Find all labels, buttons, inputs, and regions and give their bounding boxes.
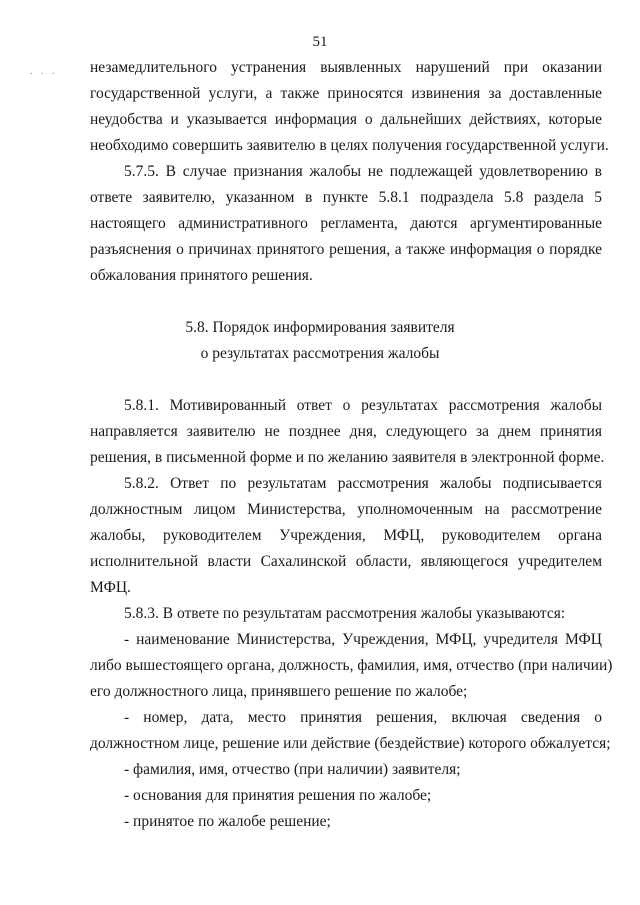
page-number: 51 (312, 34, 328, 50)
text-line: решения, в письменной форме и по желанию заявителя в электронной форме. (90, 449, 605, 466)
text-line: настоящего административного регламента, даются аргументированные (90, 215, 602, 232)
list-item: - номер, дата, место принятия решения, включая сведения о (124, 709, 602, 726)
text-line: направляется заявителю не позднее дня, следующего за днем принятия (90, 423, 602, 440)
text-line: должностном лице, решение или действие (бездействие) которого обжалуется; (90, 735, 611, 752)
text-line: обжалования принятого решения. (90, 267, 313, 284)
text-line: ответе заявителю, указанном в пункте 5.8.1 подраздела 5.8 раздела 5 (90, 189, 602, 206)
scan-artifact: . . . (30, 66, 58, 77)
list-item: - фамилия, имя, отчество (при наличии) заявителя; (124, 761, 461, 778)
list-item: - наименование Министерства, Учреждения, МФЦ, учредителя МФЦ (124, 631, 602, 648)
text-line: жалобы, руководителем Учреждения, МФЦ, руководителем органа (90, 527, 602, 544)
text-line: либо вышестоящего органа, должность, фамилия, имя, отчество (при наличии) (90, 657, 613, 674)
text-line: неудобства и указывается информация о дальнейших действиях, которые (90, 111, 602, 128)
text-line: необходимо совершить заявителю в целях получения государственной услуги. (90, 137, 609, 154)
text-line: 5.8.1. Мотивированный ответ о результатах рассмотрения жалобы (124, 397, 602, 414)
text-line: его должностного лица, принявшего решение по жалобе; (90, 683, 468, 700)
text-line: 5.8.3. В ответе по результатам рассмотрения жалобы указываются: (124, 605, 566, 622)
text-line: незамедлительного устранения выявленных нарушений при оказании (90, 59, 602, 76)
section-heading: 5.8. Порядок информирования заявителя (185, 319, 455, 336)
section-heading: о результатах рассмотрения жалобы (200, 345, 440, 362)
list-item: - принятое по жалобе решение; (124, 813, 331, 830)
text-line: 5.8.2. Ответ по результатам рассмотрения жалобы подписывается (124, 475, 602, 492)
text-line: государственной услуги, а также приносятся извинения за доставленные (90, 85, 602, 102)
text-line: должностным лицом Министерства, уполномоченным на рассмотрение (90, 501, 602, 518)
text-line: 5.7.5. В случае признания жалобы не подлежащей удовлетворению в (124, 163, 602, 180)
text-line: исполнительной власти Сахалинской области, являющегося учредителем (90, 553, 602, 570)
list-item: - основания для принятия решения по жалобе; (124, 787, 432, 804)
text-line: МФЦ. (90, 579, 131, 596)
text-line: разъяснения о причинах принятого решения, а также информация о порядке (90, 241, 602, 258)
